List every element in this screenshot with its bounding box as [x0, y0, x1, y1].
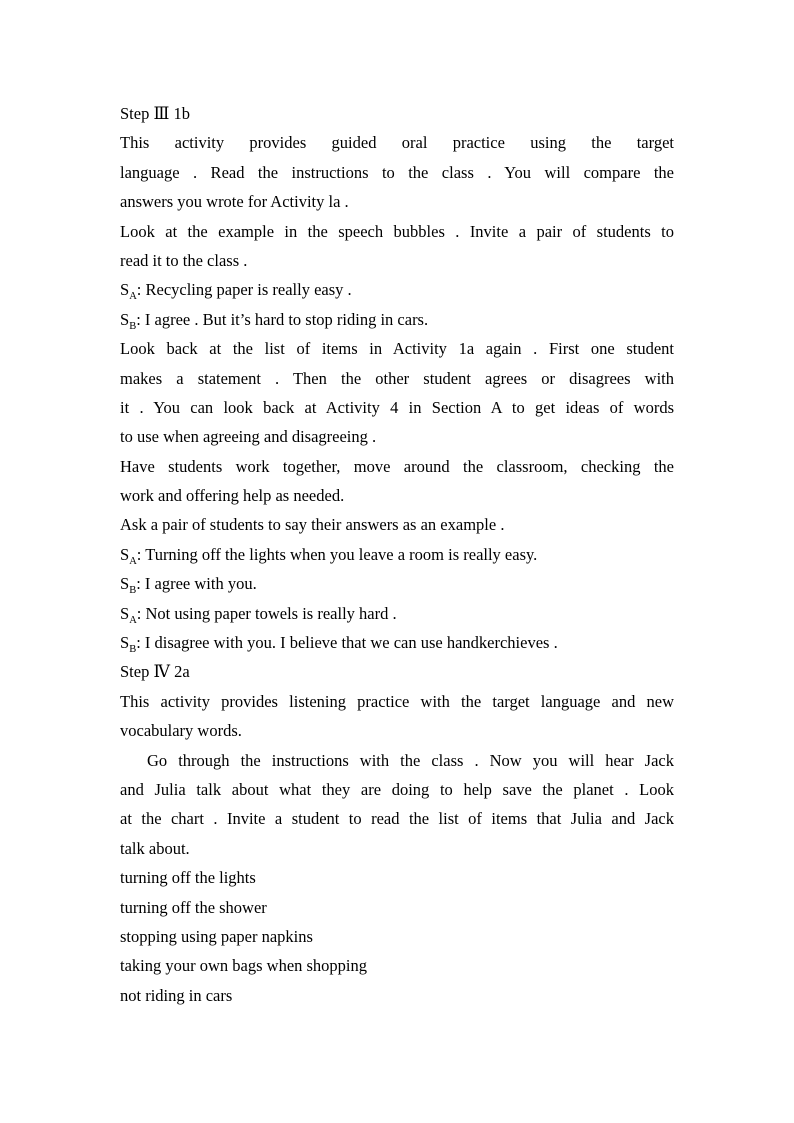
dialogue-line-5 [120, 599, 674, 628]
paragraph-3-line-2: makes a statement . Then the other student agrees or disagrees with [120, 368, 674, 388]
speaker-subscript: B [129, 585, 137, 597]
dialogue-text: : I agree . But it’s hard to stop riding in cars. [136, 309, 429, 329]
paragraph-1-line-3: answers you wrote for Activity la . [120, 192, 349, 212]
document-page [120, 99, 674, 1010]
step-4-heading: Step Ⅳ 2a [120, 662, 190, 682]
paragraph-3-line-3: it . You can look back at Activity 4 in Section A to get ideas of words [120, 397, 674, 417]
dialogue-line-2 [120, 305, 674, 334]
step-3-heading: Step Ⅲ 1b [120, 104, 190, 123]
dialogue-text: : Recycling paper is really easy . [136, 280, 352, 300]
paragraph-1-line-1: This activity provides guided oral practice using the target [120, 133, 674, 153]
paragraph-4-line-2: work and offering help as needed. [120, 486, 345, 506]
paragraph-3-line-4: to use when agreeing and disagreeing . [120, 427, 377, 447]
paragraph-7-line-1: Go through the instructions with the class . Now you will hear Jack [147, 750, 674, 770]
paragraph-3-line-1: Look back at the list of items in Activity 1a again . First one student [120, 339, 674, 359]
paragraph-6-line-1: This activity provides listening practice with the target language and new [120, 691, 674, 711]
paragraph-5-line-1: Ask a pair of students to say their answers as an example . [120, 515, 505, 535]
list-item: turning off the shower [120, 897, 267, 917]
speaker-subscript: A [129, 291, 137, 303]
dialogue-text: : I disagree with you. I believe that we can use handkerchieves . [136, 633, 558, 653]
paragraph-7-line-3: at the chart . Invite a student to read the list of items that Julia and Jack [120, 809, 674, 829]
paragraph-7-line-2: and Julia talk about what they are doing to help save the planet . Look [120, 779, 674, 799]
list-item: not riding in cars [120, 985, 233, 1005]
speaker-label: S [120, 603, 130, 623]
speaker-subscript: A [129, 555, 137, 567]
speaker-label: S [120, 574, 130, 594]
speaker-label: S [120, 309, 130, 329]
paragraph-6-line-2: vocabulary words. [120, 721, 242, 741]
list-item: turning off the lights [120, 868, 256, 888]
speaker-subscript: A [129, 614, 137, 626]
list-item: stopping using paper napkins [120, 926, 313, 946]
paragraph-2-line-1: Look at the example in the speech bubbles . Invite a pair of students to [120, 221, 674, 241]
dialogue-line-6 [120, 628, 674, 657]
speaker-label: S [120, 633, 130, 653]
paragraph-7-line-4: talk about. [120, 838, 190, 858]
paragraph-4-line-1: Have students work together, move around the classroom, checking the [120, 456, 674, 476]
speaker-label: S [120, 544, 130, 564]
paragraph-2-line-2: read it to the class . [120, 250, 248, 270]
dialogue-line-3 [120, 540, 674, 569]
dialogue-line-4 [120, 569, 674, 598]
list-item: taking your own bags when shopping [120, 956, 368, 976]
dialogue-line-1 [120, 275, 674, 304]
speaker-label: S [120, 280, 130, 300]
dialogue-text: : Turning off the lights when you leave a room is really easy. [136, 544, 538, 564]
dialogue-text: : Not using paper towels is really hard . [136, 603, 397, 623]
speaker-subscript: B [129, 320, 137, 332]
paragraph-1-line-2: language . Read the instructions to the class . You will compare the [120, 162, 674, 182]
dialogue-text: : I agree with you. [136, 574, 257, 594]
speaker-subscript: B [129, 644, 137, 656]
